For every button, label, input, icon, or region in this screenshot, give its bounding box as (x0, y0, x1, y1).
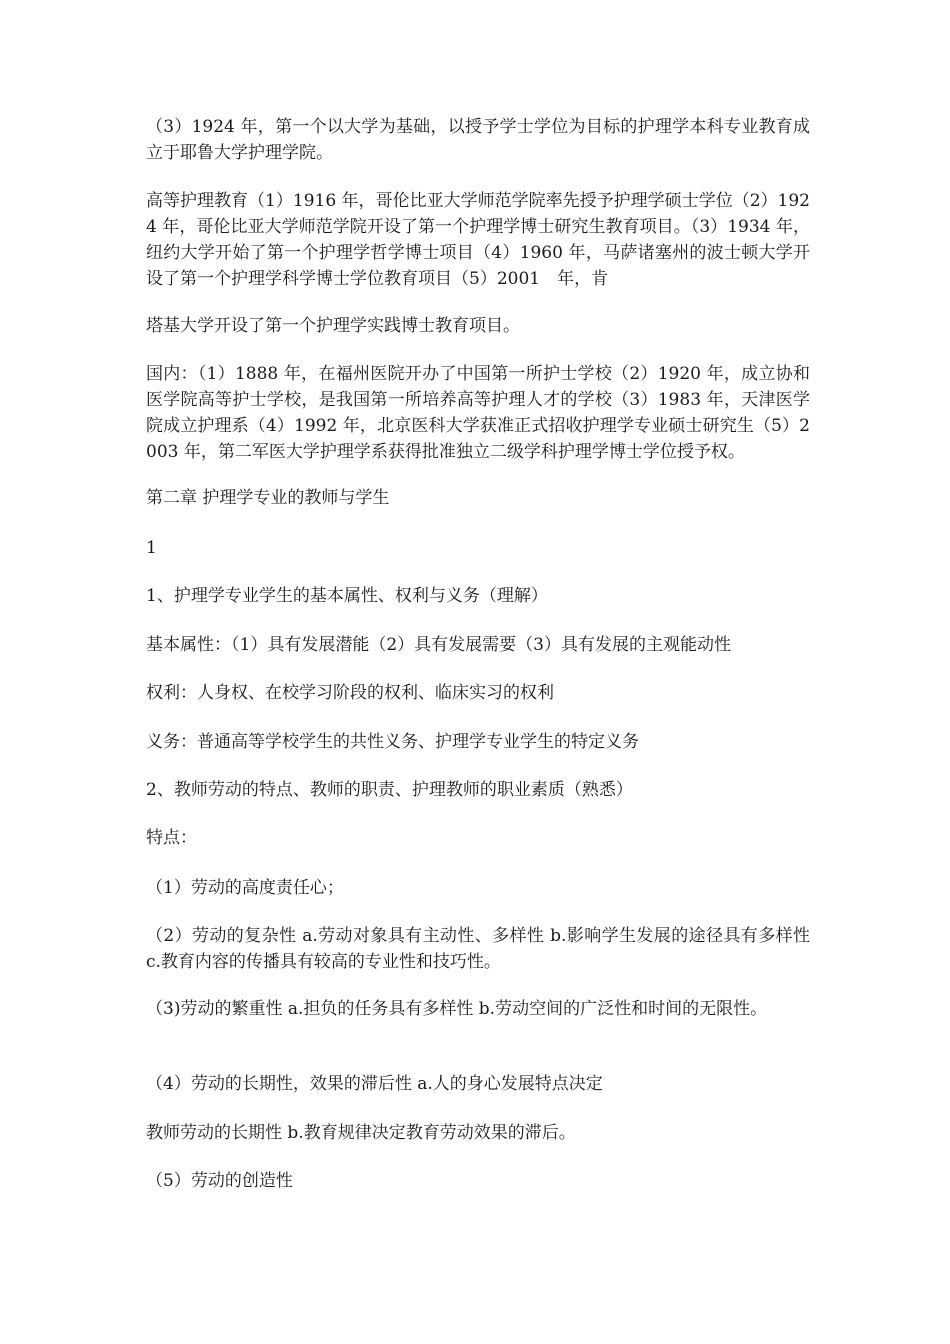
item-creativity: （5）劳动的创造性 (146, 1171, 293, 1191)
paragraph-domestic-history: 国内：（1）1888 年，在福州医院开办了中国第一所护士学校（2）1920 年，成立协和医学院高等护士学校，是我国第一所培养高等护理人才的学校（3）1983 年，天津医学院成立护理系（4）1992 年，北京医科大学获准正式招收护理学专业硕士研究生（5）2003 年，第二军医大学护理学系获得批准独立二级学科护理学博士学位授予权。 (146, 364, 810, 462)
paragraph-higher-nursing-education: 高等护理教育（1）1916 年，哥伦比亚大学师范学院率先授予护理学硕士学位（2）1924 年，哥伦比亚大学师范学院开设了第一个护理学博士研究生教育项目。（3）1934 年，纽约大学开始了第一个护理学哲学博士项目（4）1960 年，马萨诸塞州的波士顿大学开设了第一个护理学科学博士学位教育项目（5）2001 年，肯 (146, 191, 810, 289)
chapter-heading: 第二章 护理学专业的教师与学生 (146, 488, 390, 508)
paragraph-kentucky-dnp: 塔基大学开设了第一个护理学实践博士教育项目。 (146, 316, 520, 336)
item-responsibility: （1）劳动的高度责任心； (146, 878, 344, 898)
item-complexity: （2）劳动的复杂性 a.劳动对象具有主动性、多样性 b.影响学生发展的途径具有多样性 c.教育内容的传播具有较高的专业性和技巧性。 (146, 926, 810, 972)
paragraph-duties: 义务：普通高等学校学生的共性义务、护理学专业学生的特定义务 (146, 732, 639, 752)
paragraph-rights: 权利：人身权、在校学习阶段的权利、临床实习的权利 (146, 683, 554, 703)
section-number: 1 (146, 538, 157, 558)
item-long-term: （4）劳动的长期性，效果的滞后性 a.人的身心发展特点决定 (146, 1074, 603, 1094)
label-characteristics: 特点： (146, 828, 197, 848)
paragraph-basic-attributes: 基本属性：（1）具有发展潜能（2）具有发展需要（3）具有发展的主观能动性 (146, 635, 731, 655)
paragraph-undergraduate-1924: （3）1924 年，第一个以大学为基础，以授予学士学位为目标的护理学本科专业教育成立于耶鲁大学护理学院。 (146, 117, 810, 163)
heading-teacher-labor: 2、教师劳动的特点、教师的职责、护理教师的职业素质（熟悉） (146, 780, 633, 800)
item-heaviness: （3)劳动的繁重性 a.担负的任务具有多样性 b.劳动空间的广泛性和时间的无限性。 (146, 999, 768, 1019)
heading-student-attributes: 1、护理学专业学生的基本属性、权利与义务（理解） (146, 586, 548, 606)
paragraph-long-term-continued: 教师劳动的长期性 b.教育规律决定教育劳动效果的滞后。 (146, 1123, 576, 1143)
